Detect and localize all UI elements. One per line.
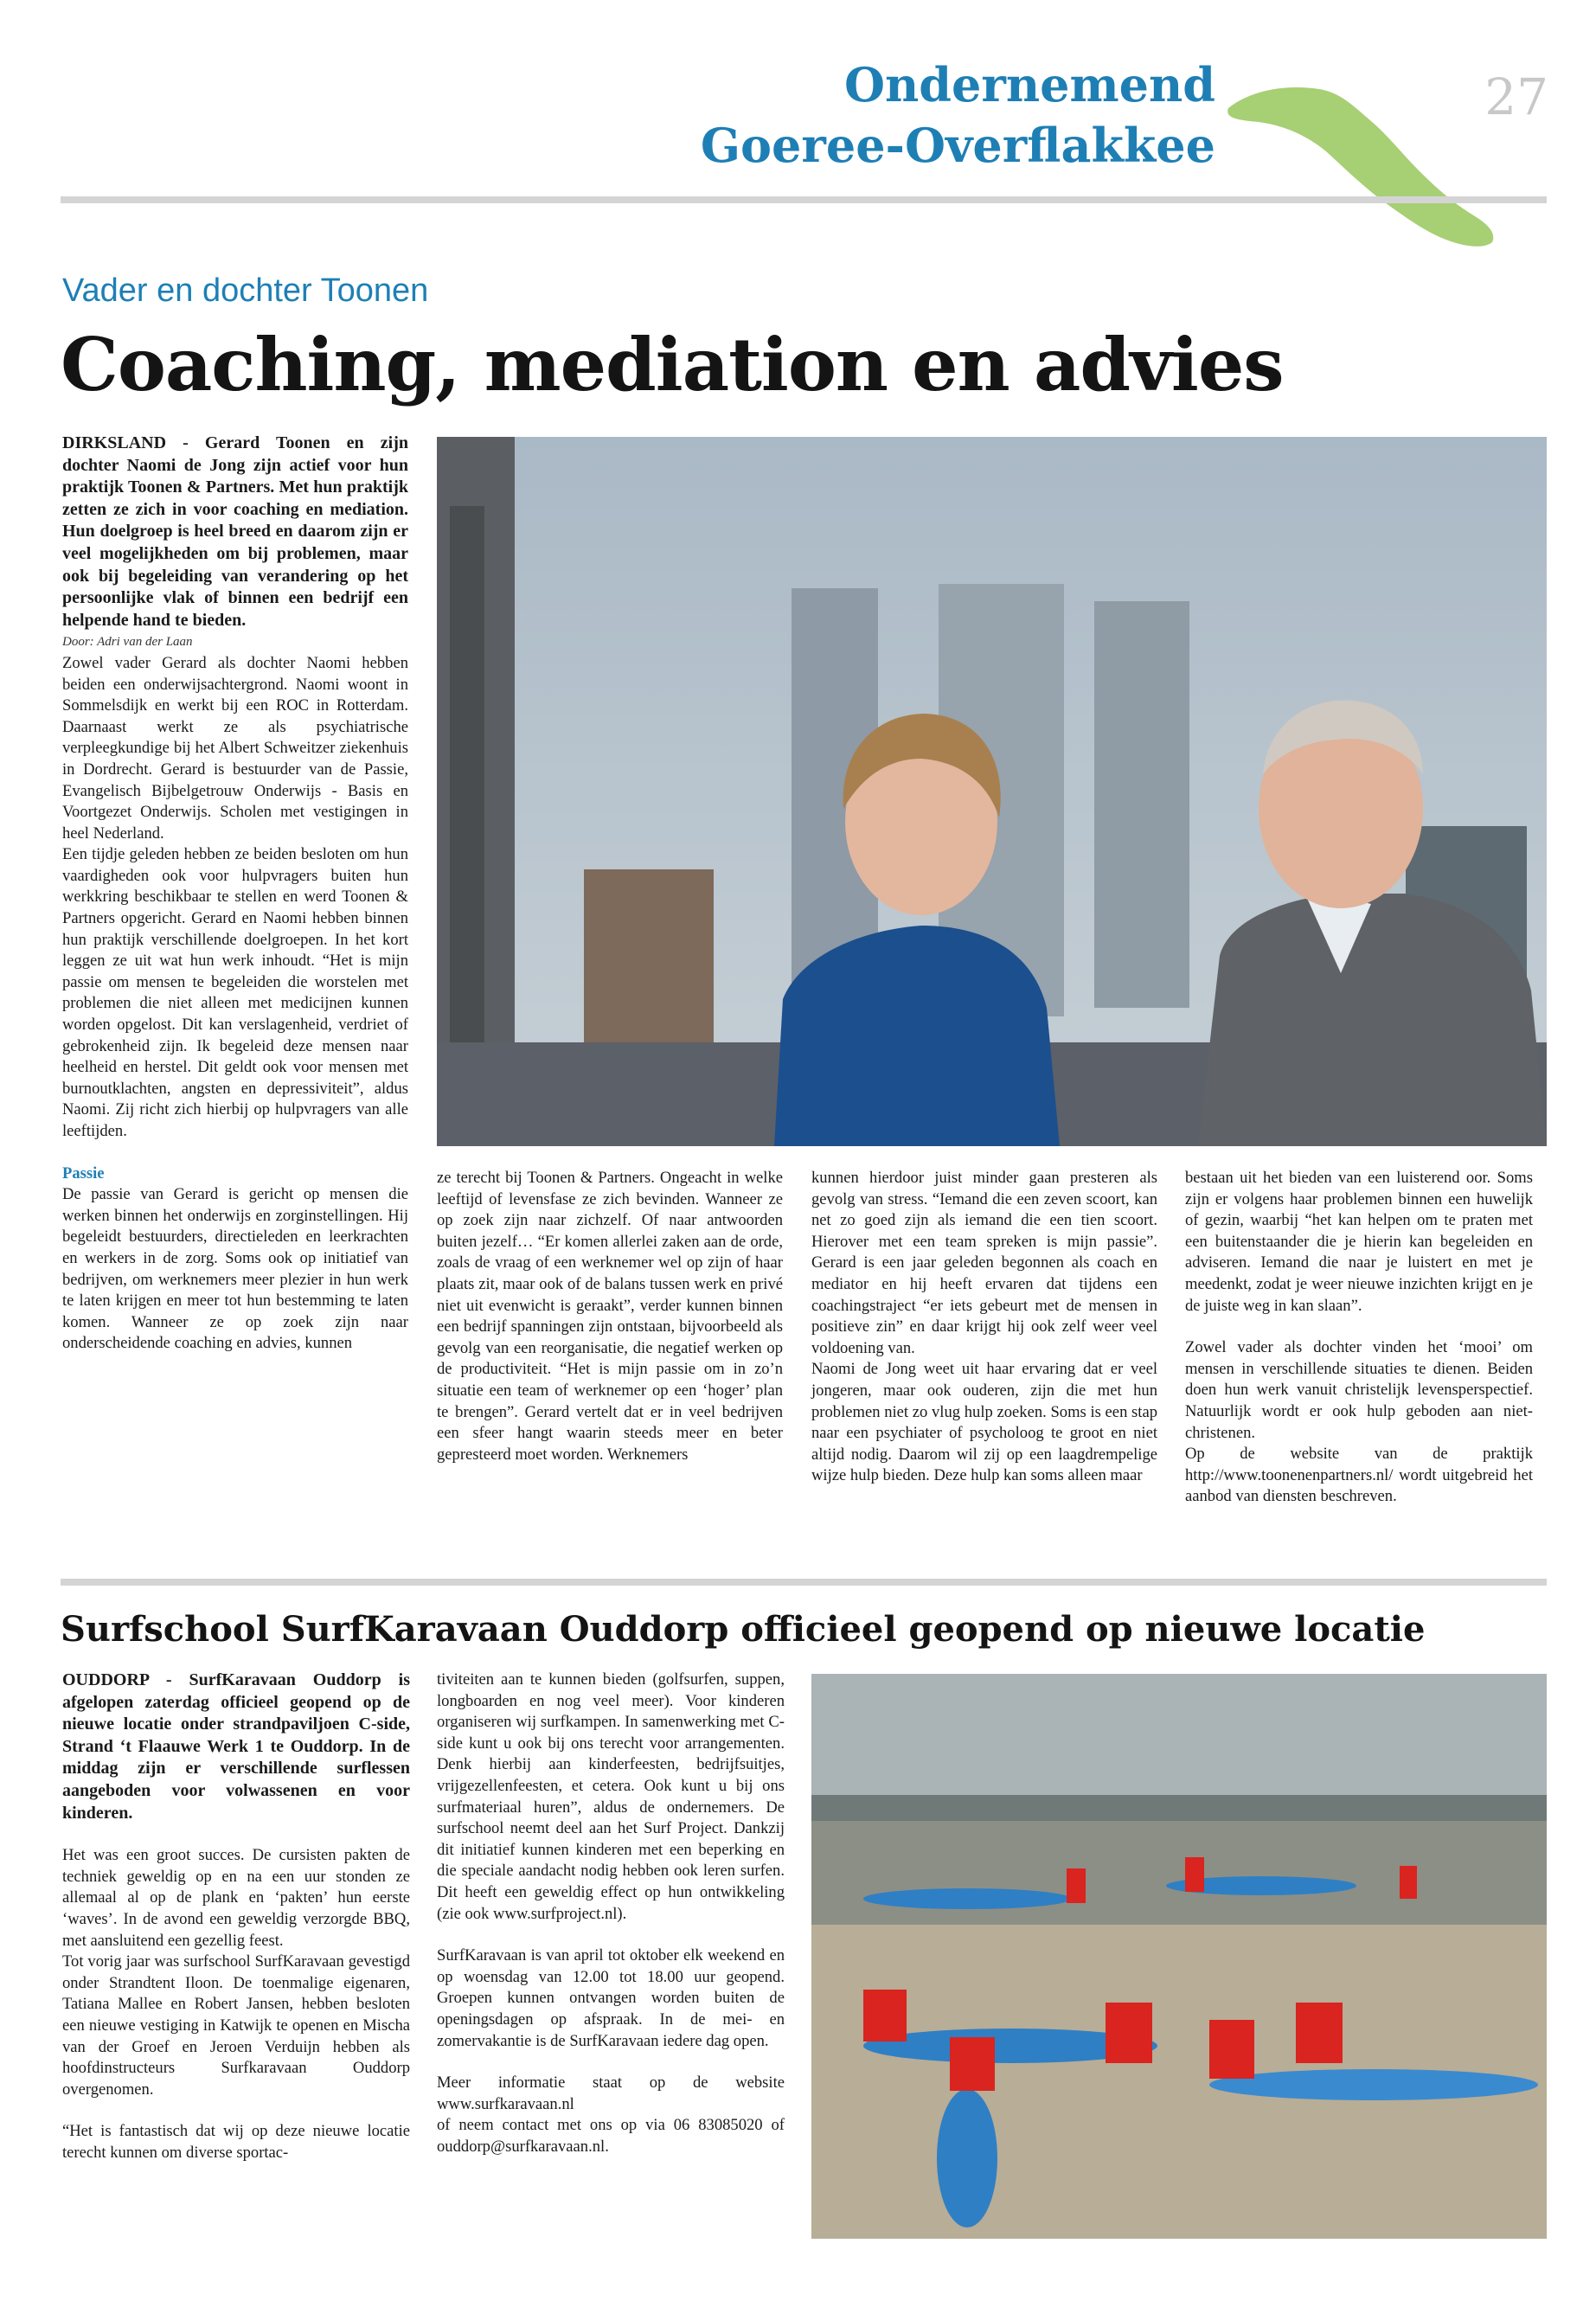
article1-paragraph: kunnen hierdoor juist minder gaan presteren als gevolg van stress. “Iemand die een zeven scoort, kan net zo goed zijn als iemand die een tien scoort. Hierover met een team spreken is mijn passie”. Gerard is een jaar geleden begonnen als coach en mediator en hij heeft ervaren dat tijdens een coachingstraject “er iets gebeurt met de mensen in positieve zin” en daar krijgt hij ook zelf weer veel voldoening van. (811, 1169, 1157, 1357)
article2-headline: Surfschool SurfKaravaan Ouddorp officieel geopend op nieuwe locatie (61, 1609, 1426, 1650)
article1-subhead: Passie (62, 1163, 105, 1183)
section-title-line1: Ondernemend (844, 57, 1215, 112)
article1-paragraph: Naomi de Jong weet uit haar ervaring dat er veel jongeren, maar ook ouderen, zijn die met hun problemen niet zo vlug hulp zoeken. Soms is een stap naar een psychiater of psycholoog te groot en niet altijd nodig. Daarom wil zij op een laagdrempelige wijze hulp bieden. Deze hulp kan soms alleen maar (811, 1360, 1157, 1485)
article1-paragraph: De passie van Gerard is gericht op mensen die werken binnen het onderwijs en zorginstellingen. Hij begeleidt bestuurders, directieleden en leerkrachten en werkers in de zorg. Soms ook op initiatief van bedrijven, om werknemers meer plezier in hun werk te laten krijgen en meer tot hun bestemming te laten komen. Wanneer ze op zoek zijn naar onderscheidende coaching en advies, kunnen (62, 1185, 408, 1353)
section-title-line2: Goeree-Overflakkee (700, 118, 1215, 173)
article2-lead: OUDDORP - SurfKaravaan Ouddorp is afgelopen zaterdag officieel geopend op de nieuwe locatie onder strandpaviljoen C-side, Strand ‘t Flaauwe Werk 1 te Ouddorp. In de middag zijn er verschillende surflessen aangeboden voor volwassenen en voor kinderen. (62, 1670, 410, 1823)
article2-paragraph: “Het is fantastisch dat wij op deze nieuwe locatie terecht kunnen om diverse sportac- (62, 2122, 410, 2162)
article2-column-2 (437, 1670, 785, 2157)
article1-column-3 (811, 1168, 1157, 1487)
article1-column-1 (62, 433, 408, 1355)
page-number: 27 (1484, 67, 1548, 126)
article1-paragraph: bestaan uit het bieden van een luisterend oor. Soms zijn er volgens haar problemen binnen een huwelijk of gezin, waarbij “het kan helpen om te praten met een buitenstaander die je hierin kan begeleiden en adviseren. Iemand die naar je luistert en met je meedenkt, zodat je weer nieuwe inzichten krijgt en je de juiste weg in kan slaan”. (1185, 1169, 1533, 1315)
island-map-icon (1224, 74, 1501, 251)
article2-paragraph: of neem contact met ons op via 06 83085020 of ouddorp@surfkaravaan.nl. (437, 2116, 785, 2156)
article2-paragraph: tiviteiten aan te kunnen bieden (golfsurfen, suppen, longboarden en nog veel meer). Voor kinderen organiseren wij surfkampen. In samenwerking met C-side kunt u ook bij ons terecht voor arrangementen. Denk hierbij aan kinderfeesten, bedrijfsuitjes, vrijgezellenfeesten, et cetera. Ook kunt u bij ons surfmateriaal huren”, aldus de ondernemers. De surfschool neemt deel aan het Surf Project. Dankzij dit initiatief kunnen kinderen met een beperking en die speciale aandacht nodig hebben ook leren surfen. Dit heeft een geweldig effect op hun ontwikkeling (zie ook www.surfproject.nl). (437, 1670, 785, 1923)
article1-photo (437, 437, 1547, 1146)
article-divider (61, 1579, 1547, 1586)
article-headline: Coaching, mediation en advies (61, 322, 1284, 407)
article1-paragraph: Zowel vader Gerard als dochter Naomi hebben beiden een onderwijsachtergrond. Naomi woont in Sommelsdijk en werkt bij een ROC in Rotterdam. Daarnaast werkt ze als psychiatrische verpleegkundige bij het Albert Schweitzer ziekenhuis in Dordrecht. Gerard is bestuurder van de Passie, Evangelisch Bijbelgetrouw Onderwijs - Basis en Voortgezet Onderwijs. Scholen met vestigingen in heel Nederland. (62, 653, 408, 843)
article-kicker: Vader en dochter Toonen (62, 272, 429, 309)
article2-paragraph: Het was een groot succes. De cursisten pakten de techniek geweldig op en na een uur stonden ze allemaal al op de plank en ‘pakten’ hun eerste ‘waves’. In de avond een geweldig verzorgde BBQ, met aansluitend een gezellig feest. (62, 1846, 410, 1950)
article1-paragraph: Een tijdje geleden hebben ze beiden besloten om hun vaardigheden ook voor hulpvragers buiten hun werkkring beschikbaar te stellen en werd Toonen & Partners opgericht. Gerard en Naomi hebben binnen hun praktijk verschillende doelgroepen. In het kort leggen ze uit wat hun werk inhoudt. “Het is mijn passie om mensen te begeleiden die worstelen met problemen die niet alleen met medicijnen kunnen worden opgelost. Dit kan verslagenheid, verdriet of gebrokenheid zijn. Ik begeleid deze mensen naar heelheid en herstel. Dit geldt ook voor mensen met burnoutklachten, angsten en depressiviteit”, aldus Naomi. Zij richt zich hierbij op hulpvragers van alle leeftijden. (62, 845, 408, 1140)
article2-column-1 (62, 1670, 410, 2163)
article1-byline: Door: Adri van der Laan (62, 635, 193, 650)
article1-paragraph: ze terecht bij Toonen & Partners. Ongeacht in welke leeftijd of levensfase ze zich bevinden. Wanneer ze op zoek zijn naar zichzelf. Of naar antwoorden buiten jezelf… “Er komen allerlei zaken aan de orde, zoals de vraag of een werknemer wel op zijn of haar plaats zit, maar ook of de balans tussen werk en privé niet uit evenwicht is geraakt”, verder kunnen binnen een bedrijf spanningen zijn ontstaan, bijvoorbeeld als gevolg van een reorganisatie, die negatief werken op de productiviteit. “Het is mijn passie om in zo’n situatie een team of werknemer op een ‘hoger’ plan te brengen”. Gerard vertelt dat er in veel bedrijven een sfeer hangt waarin steeds meer en beter gepresteerd moet worden. Werknemers (437, 1169, 783, 1464)
article1-lead: DIRKSLAND - Gerard Toonen en zijn dochter Naomi de Jong zijn actief voor hun praktijk Toonen & Partners. Met hun praktijk zetten ze zich in voor coaching en mediation. Hun doelgroep is heel breed en daarom zijn er veel mogelijkheden om bij problemen, maar ook bij begeleiding van verandering op het persoonlijke vlak of binnen een bedrijf een helpende hand te bieden. (62, 433, 408, 630)
top-divider (61, 196, 1547, 203)
article1-paragraph: Zowel vader als dochter vinden het ‘mooi’ om mensen in verschillende situaties te dienen. Beiden doen hun werk vanuit christelijk levensperspectief. Natuurlijk wordt er ook hulp geboden aan niet-christenen. (1185, 1338, 1533, 1442)
article2-photo (811, 1674, 1547, 2239)
article1-column-2 (437, 1168, 783, 1465)
article1-column-4 (1185, 1168, 1533, 1508)
article1-paragraph: Op de website van de praktijk http://www.toonenenpartners.nl/ wordt uitgebreid het aanbod van diensten beschreven. (1185, 1445, 1533, 1506)
article2-paragraph: SurfKaravaan is van april tot oktober elk weekend en op woensdag van 12.00 tot 18.00 uur geopend. Groepen kunnen ontvangen worden buiten de openingsdagen op afspraak. In de mei- en zomervakantie is de SurfKaravaan iedere dag open. (437, 1946, 785, 2050)
article2-paragraph: Tot vorig jaar was surfschool SurfKaravaan gevestigd onder Strandtent Iloon. De toenmalige eigenaren, Tatiana Mallee en Robert Jansen, hebben besloten een nieuwe vestiging in Katwijk te openen en Mischa van der Groef en Jeroen Verduijn hebben als hoofdinstructeurs Surfkaravaan Ouddorp overgenomen. (62, 1952, 410, 2099)
article2-paragraph: Meer informatie staat op de website www.surfkaravaan.nl (437, 2073, 785, 2113)
